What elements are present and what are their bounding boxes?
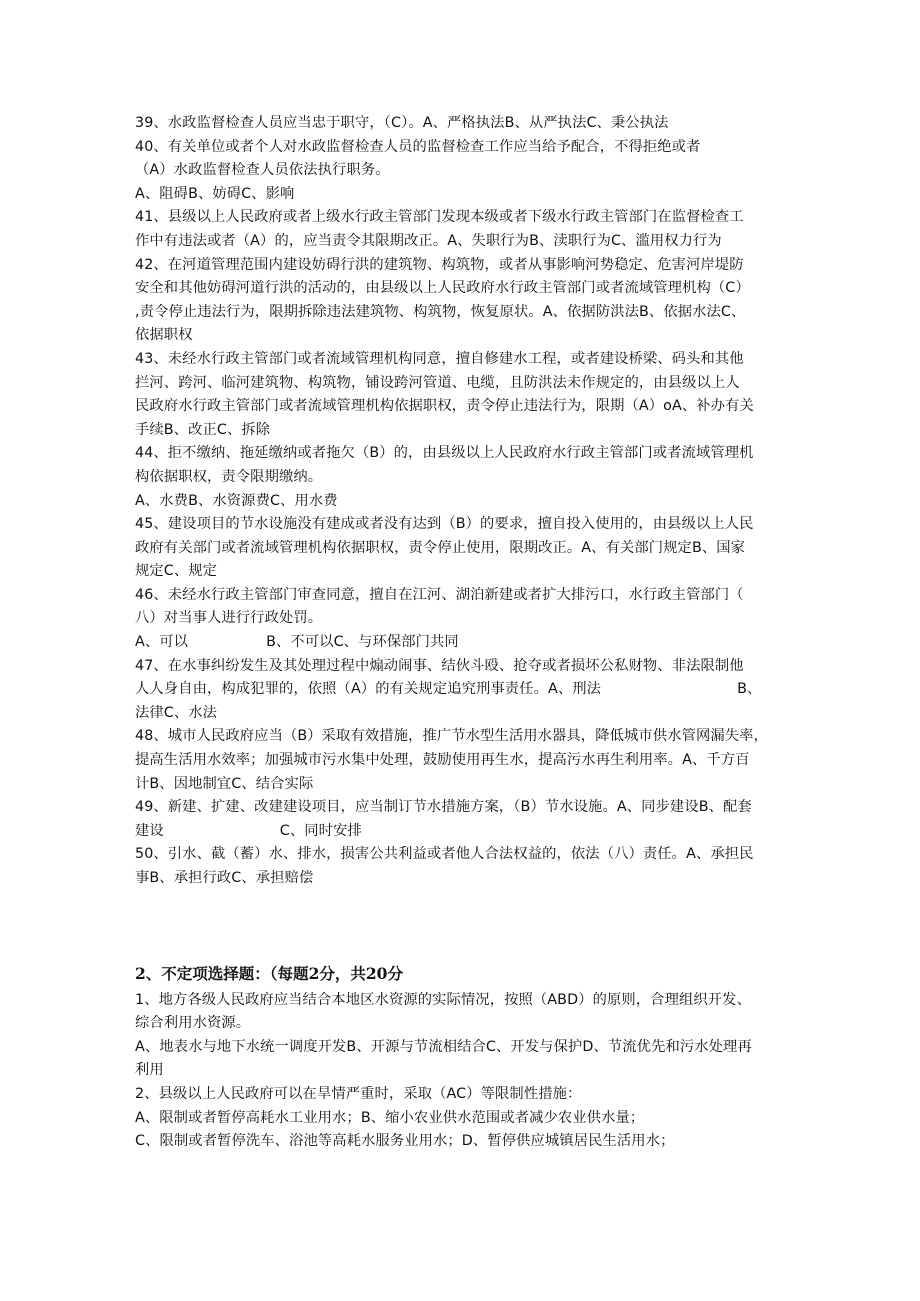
text-line: 法律C、水法 [135, 704, 218, 721]
text-line: 构依据职权，责令限期缴纳。 [135, 468, 323, 485]
text-line: 39、水政监督检查人员应当忠于职守，（C）。A、严格执法B、从严执法C、秉公执法 [135, 115, 669, 131]
text-line: 提高生活用水效率；加强城市污水集中处理，鼓励使用再生水，提高污水再生利用率。A、千方百 [135, 752, 750, 769]
text-line: 事B、承担行政C、承担赔偿 [135, 870, 314, 886]
text-line: 1、地方各级人民政府应当结合本地区水资源的实际情况，按照（ABD）的原则，合理组织开发、 [135, 991, 751, 1008]
option-a-text: A、可以 [135, 634, 189, 651]
text-line: 48、城市人民政府应当（B）采取有效措施，推广节水型生活用水器具，降低城市供水管网漏失率， [135, 728, 768, 745]
text-line: 安全和其他妨碍河道行洪的活动的，由县级以上人民政府水行政主管部门或者流域管理机构（C） [135, 280, 750, 297]
section-heading-total: 20 [365, 963, 388, 983]
text-line: （A）水政监督检查人员依法执行职务。 [135, 162, 390, 179]
text-line: ,责令停止违法行为，限期拆除违法建筑物、构筑物，恢复原状。A、依据防洪法B、依据水法C、 [135, 303, 746, 320]
text-line: 手续B、改正C、拆除 [135, 421, 271, 438]
text-line: 计B、因地制宜C、结合实际 [135, 775, 314, 792]
text-line: 49、新建、扩建、改建建设项目，应当制订节水措施方案，（B）节水设施。A、同步建设B、配套 [135, 799, 752, 816]
section-heading-end: 分 [387, 963, 403, 983]
text-line: 综合利用水资源。 [135, 1015, 251, 1032]
section-heading-open: （每题 [269, 963, 309, 983]
document-page [135, 112, 790, 1154]
line-left-text: 建设 [135, 822, 164, 839]
text-line: A、限制或者暂停高耗水工业用水；B、缩小农业供水范围或者减少农业供水量； [135, 1109, 645, 1126]
text-line: 46、未经水行政主管部门审查同意，擅自在江河、湖泊新建或者扩大排污口，水行政主管部门（ [135, 586, 744, 603]
section-heading-bold: 2、不定项选择题： [135, 963, 270, 983]
text-line: A、地表水与地下水统一调度开发B、开源与节流相结合C、开发与保护D、节流优先和污水处理再 [135, 1038, 752, 1055]
section-heading [135, 962, 790, 989]
text-line: 2、县级以上人民政府可以在旱情严重时，采取（AC）等限制性措施： [135, 1085, 582, 1102]
text-line: 依据职权 [135, 327, 193, 344]
text-line: 作中有违法或者（A）的，应当责令其限期改正。A、失职行为B、渎职行为C、滥用权力行为 [135, 232, 722, 249]
text-line: 八）对当事人进行行政处罚。 [135, 610, 323, 627]
text-line: 50、引水、截（蓄）水、排水，损害公共利益或者他人合法权益的，依法（八）责任。A、承担民 [135, 846, 754, 863]
line-left-text: 人人身自由，构成犯罪的，依照（A）的有关规定追究刑事责任。A、刑法 [135, 681, 602, 698]
text-line: A、水费B、水资源费C、用水费 [135, 492, 338, 509]
text-line: 42、在河道管理范围内建设妨碍行洪的建筑物、构筑物，或者从事影响河势稳定、危害河岸堤防 [135, 256, 744, 273]
text-line: 拦河、跨河、临河建筑物、构筑物，铺设跨河管道、电缆，且防洪法未作规定的，由县级以上人 [135, 374, 740, 391]
text-line: 40、有关单位或者个人对水政监督检查人员的监督检查工作应当给予配合，不得拒绝或者 [135, 138, 701, 155]
section-heading-points: 2 [308, 963, 320, 983]
text-line [135, 678, 790, 702]
text-line [135, 820, 790, 844]
text-line: 利用 [135, 1062, 164, 1079]
option-b-text: B、不可以C、与环保部门共同 [266, 634, 459, 651]
section-heading-mid: 分，共 [319, 963, 366, 983]
text-line: A、阻碍B、妨碍C、影响 [135, 185, 295, 202]
text-line: 45、建设项目的节水设施没有建成或者没有达到（B）的要求，擅自投入使用的，由县级以上人民 [135, 516, 754, 533]
text-line: 47、在水事纠纷发生及其处理过程中煽动闹事、结伙斗殴、抢夺或者损坏公私财物、非法限制他 [135, 657, 744, 674]
text-line: 44、拒不缴纳、拖延缴纳或者拖欠（B）的，由县级以上人民政府水行政主管部门或者流域管理机 [135, 445, 754, 462]
line-right-text: C、同时安排 [279, 822, 362, 839]
text-line: 政府有关部门或者流域管理机构依据职权，责令停止使用，限期改正。A、有关部门规定B、国家 [135, 539, 746, 556]
text-line: C、限制或者暂停洗车、浴池等高耗水服务业用水；D、暂停供应城镇居民生活用水； [135, 1133, 675, 1150]
text-line: 41、县级以上人民政府或者上级水行政主管部门发现本级或者下级水行政主管部门在监督检查工 [135, 209, 744, 226]
section-spacer [135, 891, 790, 962]
text-line: 民政府水行政主管部门或者流域管理机构依据职权，责令停止违法行为，限期（A）oA、补办有关 [135, 398, 754, 415]
text-line: 规定C、规定 [135, 563, 218, 580]
line-right-text: B、 [737, 681, 762, 698]
text-line: 43、未经水行政主管部门或者流域管理机构同意，擅自修建水工程，或者建设桥梁、码头和其他 [135, 350, 744, 367]
text-line [135, 631, 790, 655]
